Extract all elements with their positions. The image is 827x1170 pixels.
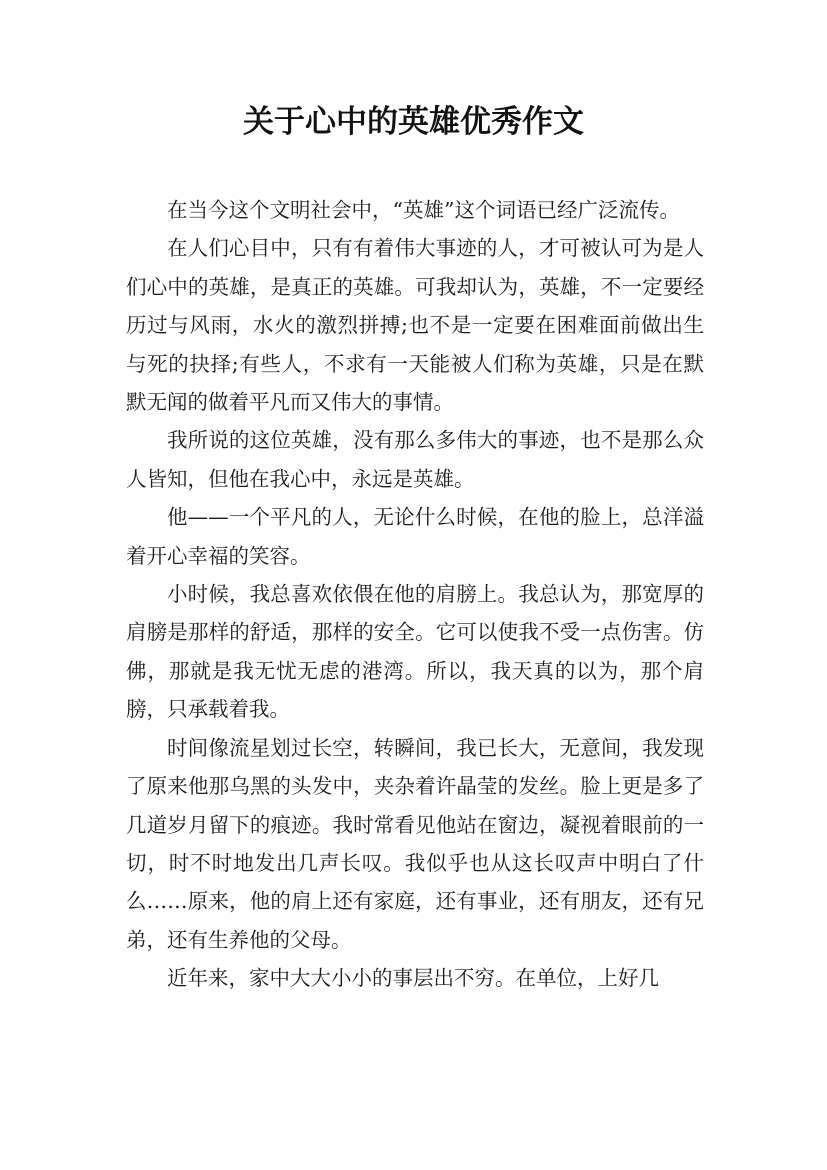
- paragraph: 近年来，家中大大小小的事层出不穷。在单位，上好几: [167, 966, 659, 991]
- document-body: [126, 191, 704, 998]
- paragraph: 我所说的这位英雄，没有那么多伟大的事迹，也不是那么众人皆知，但他在我心中，永远是英雄。: [126, 428, 704, 491]
- paragraph: 小时候，我总喜欢依偎在他的肩膀上。我总认为，那宽厚的肩膀是那样的舒适，那样的安全。它可以使我不受一点伤害。仿佛，那就是我无忧无虑的港湾。所以，我天真的以为，那个肩膀，只承载着我。: [126, 582, 704, 722]
- document-title: 关于心中的英雄优秀作文: [243, 104, 584, 140]
- paragraph: 在当今这个文明社会中，“英雄”这个词语已经广泛流传。: [167, 198, 680, 222]
- paragraph: 时间像流星划过长空，转瞬间，我已长大，无意间，我发现了原来他那乌黑的头发中，夹杂着许晶莹的发丝。脸上更是多了几道岁月留下的痕迹。我时常看见他站在窗边，凝视着眼前的一切，时不时地发出几声长叹。我似乎也从这长叹声中明白了什么……原来，他的肩上还有家庭，还有事业，还有朋友，还有兄弟，还有生养他的父母。: [126, 735, 704, 952]
- paragraph: 他——一个平凡的人，无论什么时候，在他的脸上，总洋溢着开心幸福的笑容。: [126, 505, 704, 568]
- paragraph: 在人们心目中，只有有着伟大事迹的人，才可被认可为是人们心中的英雄，是真正的英雄。可我却认为，英雄，不一定要经历过与风雨，水火的激烈拼搏;也不是一定要在困难面前做出生与死的抉择;有些人，不求有一天能被人们称为英雄，只是在默默无闻的做着平凡而又伟大的事情。: [126, 236, 704, 415]
